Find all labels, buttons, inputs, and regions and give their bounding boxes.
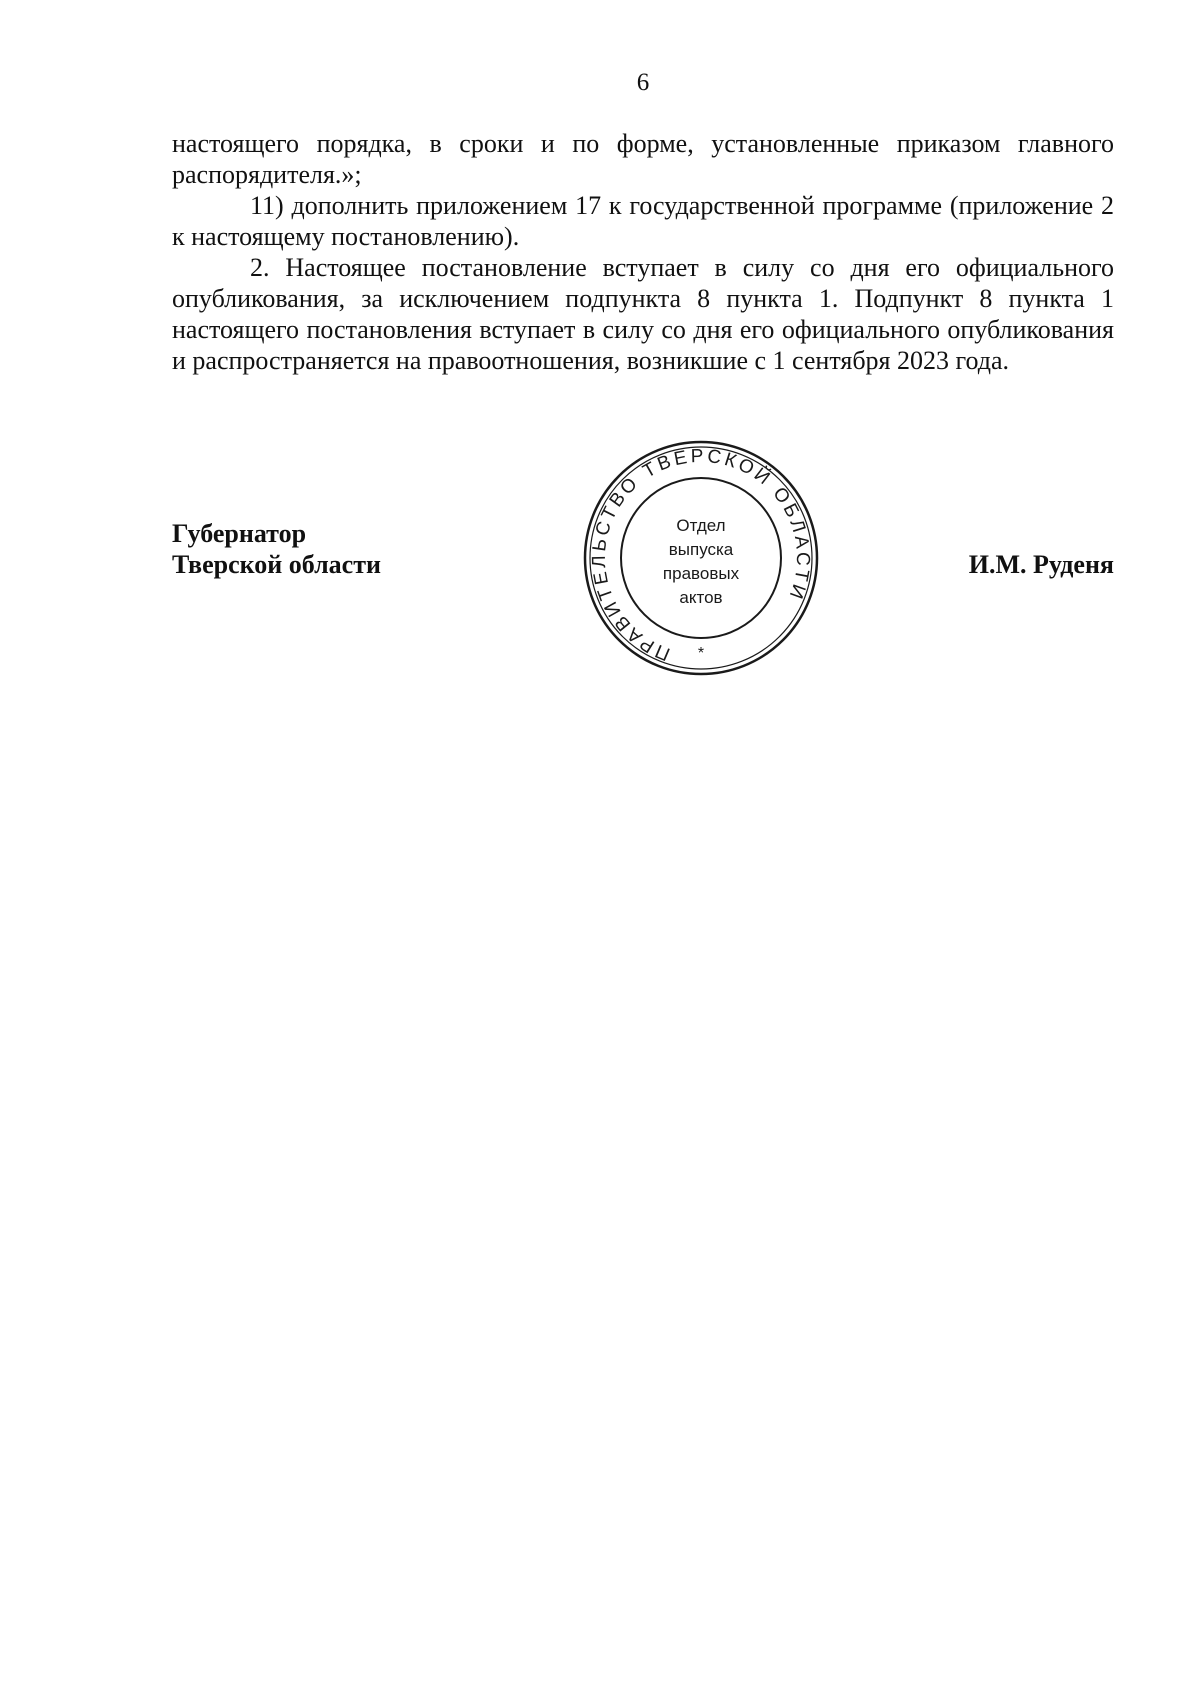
seal-star: * bbox=[697, 645, 705, 662]
signatory-name: И.М. Руденя bbox=[968, 550, 1114, 579]
seal-center-line2: выпуска bbox=[668, 540, 734, 559]
signatory-position bbox=[172, 518, 381, 580]
paragraph-clause-2: 2. Настоящее постановление вступает в силу со дня его официального опубликования, за исключением подпункта 8 пункта 1. Подпункт 8 пункта 1 настоящего постановления вступает в силу со дня его официального опубликования и распространяется на правоотношения, возникшие с 1 сентября 2023 года. bbox=[172, 253, 1114, 375]
signatory-position-line1: Губернатор bbox=[172, 519, 307, 548]
paragraph-item-11: 11) дополнить приложением 17 к государственной программе (приложение 2 к настоящему постановлению). bbox=[172, 191, 1114, 251]
paragraph-continuation: настоящего порядка, в сроки и по форме, установленные приказом главного распорядителя.»; bbox=[172, 129, 1114, 189]
seal-ring-text: ПРАВИТЕЛЬСТВО ТВЕРСКОЙ ОБЛАСТИ bbox=[588, 445, 814, 665]
seal-center-line4: актов bbox=[679, 588, 723, 607]
official-seal bbox=[583, 440, 819, 676]
seal-center-line3: правовых bbox=[662, 564, 740, 583]
body-text bbox=[172, 128, 1114, 376]
seal-center-line1: Отдел bbox=[676, 516, 726, 535]
page-number: 6 bbox=[636, 69, 650, 96]
signatory-position-line2: Тверской области bbox=[172, 550, 381, 579]
seal-center-text bbox=[583, 514, 819, 610]
